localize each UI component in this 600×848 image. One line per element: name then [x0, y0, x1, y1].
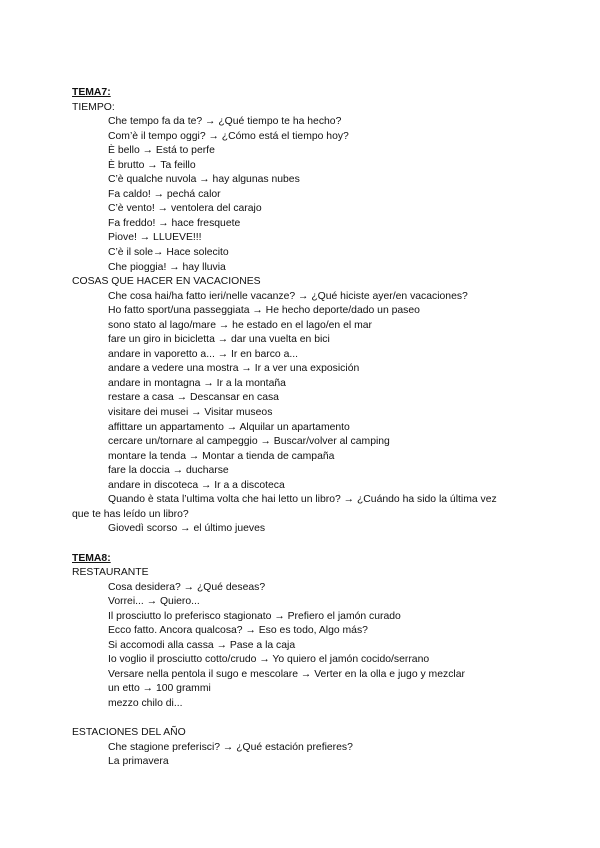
- list-item: Si accomodi alla cassa → Pase a la caja: [108, 639, 296, 651]
- list-item: sono stato al lago/mare → he estado en el lago/en el mar: [108, 319, 372, 331]
- list-item: Versare nella pentola il sugo e mescolare → Verter en la olla e jugo y mezclar: [108, 668, 465, 680]
- list-item: Giovedì scorso → el último jueves: [108, 523, 266, 535]
- list-item: andare in montagna → Ir a la montaña: [108, 377, 286, 389]
- restaurante-heading: RESTAURANTE: [72, 567, 149, 579]
- list-item: andare in discoteca → Ir a a discoteca: [108, 479, 285, 491]
- list-item: È brutto → Ta feillo: [108, 159, 196, 171]
- list-item: andare a vedere una mostra → Ir a ver una exposición: [108, 363, 360, 375]
- list-item: È bello → Está to perfe: [108, 145, 215, 157]
- list-item: C’è qualche nuvola → hay algunas nubes: [108, 174, 300, 186]
- list-item: fare la doccia → ducharse: [108, 465, 229, 477]
- list-item: cercare un/tornare al campeggio → Buscar/volver al camping: [108, 436, 390, 448]
- list-item: Che cosa hai/ha fatto ieri/nelle vacanze? → ¿Qué hiciste ayer/en vacaciones?: [108, 290, 468, 302]
- list-item: Che pioggia! → hay lluvia: [108, 261, 226, 273]
- list-item: C’è il sole→ Hace solecito: [108, 247, 229, 259]
- list-item: Cosa desidera? → ¿Qué deseas?: [108, 581, 266, 593]
- list-item: Fa freddo! → hace fresquete: [108, 217, 241, 229]
- list-item: Che tempo fa da te? → ¿Qué tiempo te ha hecho?: [108, 116, 342, 128]
- list-item: Il prosciutto lo preferisco stagionato → Prefiero el jamón curado: [108, 610, 401, 622]
- list-item: Ecco fatto. Ancora qualcosa? → Eso es todo, Algo más?: [108, 625, 368, 637]
- list-item-long-line2: que te has leído un libro?: [72, 508, 189, 520]
- list-item: andare in vaporetto a... → Ir en barco a...: [108, 348, 299, 360]
- list-item: visitare dei musei → Visitar museos: [108, 407, 273, 419]
- list-item: restare a casa → Descansar en casa: [108, 392, 279, 404]
- list-item: C’è vento! → ventolera del carajo: [108, 203, 262, 215]
- tema8-title: TEMA8:: [72, 552, 111, 564]
- spacer: [72, 537, 542, 552]
- document-page: [72, 86, 542, 770]
- list-item: mezzo chilo di...: [108, 697, 183, 709]
- spacer: [72, 712, 542, 727]
- list-item: Che stagione preferisci? → ¿Qué estación prefieres?: [108, 741, 353, 753]
- list-item: Vorrei... → Quiero...: [108, 596, 200, 608]
- list-item: Ho fatto sport/una passeggiata → He hecho deporte/dado un paseo: [108, 305, 420, 317]
- list-item: Fa caldo! → pechá calor: [108, 188, 221, 200]
- list-item: Piove! → LLUEVE!!!: [108, 232, 202, 244]
- list-item: fare un giro in bicicletta → dar una vuelta en bici: [108, 334, 330, 346]
- list-item: Io voglio il prosciutto cotto/crudo → Yo quiero el jamón cocido/serrano: [108, 654, 430, 666]
- estaciones-heading: ESTACIONES DEL AÑO: [72, 727, 186, 739]
- vacaciones-heading: COSAS QUE HACER EN VACACIONES: [72, 276, 261, 288]
- list-item-long-line1: Quando è stata l’ultima volta che hai letto un libro? → ¿Cuándo ha sido la última vez: [108, 494, 497, 506]
- list-item: La primavera: [108, 756, 169, 768]
- list-item: affittare un appartamento → Alquilar un apartamento: [108, 421, 350, 433]
- list-item: un etto → 100 grammi: [108, 683, 211, 695]
- tiempo-heading: TIEMPO:: [72, 101, 115, 113]
- list-item: montare la tenda → Montar a tienda de campaña: [108, 450, 335, 462]
- tema7-title: TEMA7:: [72, 87, 111, 98]
- list-item: Com’è il tempo oggi? → ¿Cómo está el tiempo hoy?: [108, 130, 349, 142]
